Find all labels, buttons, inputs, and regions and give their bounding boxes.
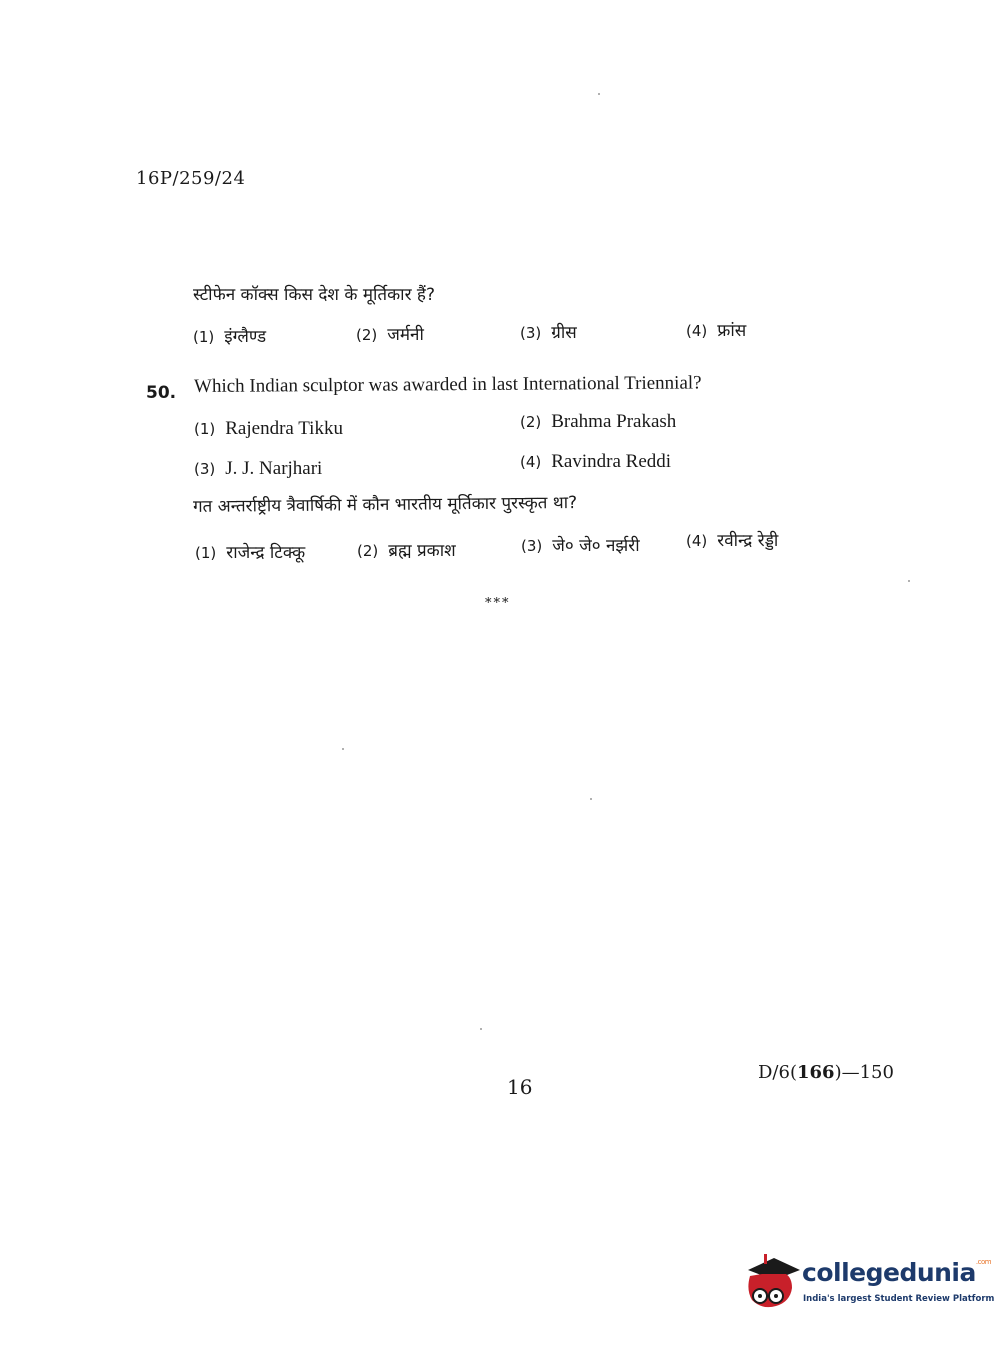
q50-option-3: (3) J. J. Narjhari	[194, 458, 323, 479]
q50-option-4: (4) Ravindra Reddi	[520, 451, 672, 472]
q50-hindi-question: गत अन्तर्राष्ट्रीय त्रैवार्षिकी में कौन भारतीय मूर्तिकार पुरस्कृत था?	[192, 492, 578, 517]
scan-speck	[598, 93, 600, 95]
q49-option-1: (1) इंग्लैण्ड	[193, 327, 267, 347]
mascot-icon	[742, 1250, 802, 1320]
footer-code: D/6(166)—150	[758, 1062, 894, 1083]
q49-option-4: (4) फ्रांस	[686, 321, 747, 341]
q49-option-3: (3) ग्रीस	[520, 323, 577, 343]
page-number: 16	[507, 1075, 533, 1099]
q49-hindi-question: स्टीफेन कॉक्स किस देश के मूर्तिकार हैं?	[193, 285, 435, 305]
scan-speck	[480, 1028, 482, 1030]
q50-question: Which Indian sculptor was awarded in last International Triennial?	[193, 372, 702, 397]
collegedunia-logo	[742, 1250, 995, 1320]
q50-option-2: (2) Brahma Prakash	[520, 411, 677, 432]
scan-speck	[908, 580, 910, 582]
end-marker: ***	[485, 596, 511, 611]
q50-hindi-option-3: (3) जे० जे० नर्झरी	[521, 536, 640, 556]
scan-speck	[590, 798, 592, 800]
logo-tagline: India's largest Student Review Platform	[803, 1294, 995, 1304]
q50-hindi-option-2: (2) ब्रह्म प्रकाश	[357, 541, 456, 561]
q50-hindi-option-4: (4) रवीन्द्र रेड्डी	[686, 531, 779, 551]
q50-number: 50.	[146, 383, 177, 403]
paper-code: 16P/259/24	[136, 168, 246, 189]
scan-speck	[342, 748, 344, 750]
q49-option-2: (2) जर्मनी	[356, 325, 424, 345]
q50-hindi-option-1: (1) राजेन्द्र टिक्कू	[195, 543, 306, 563]
logo-wordmark: collegedunia$^{.com}$	[802, 1258, 992, 1287]
q50-option-1: (1) Rajendra Tikku	[194, 418, 343, 439]
